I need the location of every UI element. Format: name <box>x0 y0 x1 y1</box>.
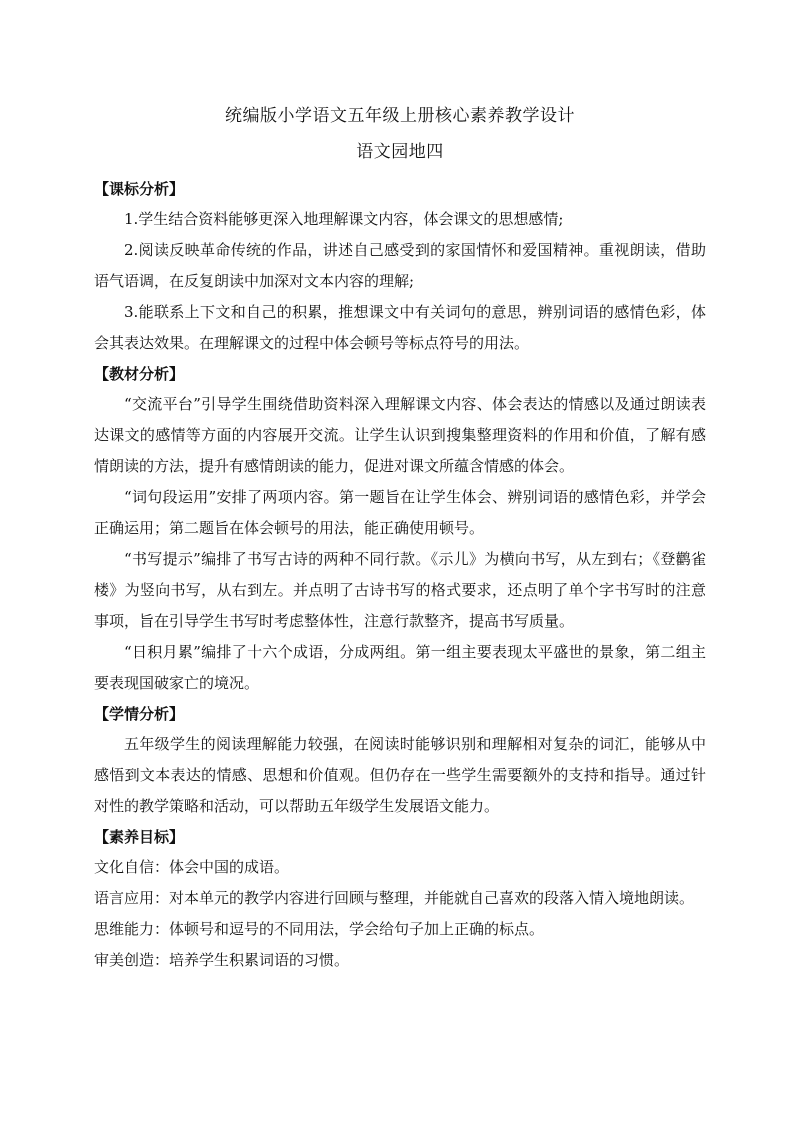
section-heading: 【课标分析】 <box>94 180 185 198</box>
goal-item: 文化自信：体会中国的成语。 <box>94 858 290 876</box>
document-title: 统编版小学语文五年级上册核心素养教学设计 <box>225 106 575 126</box>
goal-item: 思维能力：体顿号和逗号的不同用法，学会给句子加上正确的标点。 <box>94 920 545 938</box>
section-heading: 【素养目标】 <box>94 828 185 846</box>
section-literacy-goals <box>94 822 706 976</box>
goal-item: 审美创造：培养学生积累词语的习惯。 <box>94 951 350 969</box>
paragraph: “日积月累”编排了十六个成语，分成两组。第一组主要表现太平盛世的景象，第二组主要表现国破家亡的境况。 <box>94 643 706 692</box>
section-learner-analysis <box>94 699 706 822</box>
paragraph: 3.能联系上下文和自己的积累，推想课文中有关词句的意思，辨别词语的感情色彩，体会其表达效果。在理解课文的过程中体会顿号等标点符号的用法。 <box>94 303 706 352</box>
paragraph: “交流平台”引导学生围绕借助资料深入理解课文内容、体会表达的情感以及通过朗读表达课文的感情等方面的内容展开交流。让学生认识到搜集整理资料的作用和价值，了解有感情朗读的方法，提升有感情朗读的能力，促进对课文所蕴含情感的体会。 <box>94 395 706 475</box>
section-heading: 【教材分析】 <box>94 365 185 383</box>
section-textbook-analysis <box>94 359 706 699</box>
document-subtitle: 语文园地四 <box>356 142 444 162</box>
paragraph: 五年级学生的阅读理解能力较强，在阅读时能够识别和理解相对复杂的词汇，能够从中感悟到文本表达的情感、思想和价值观。但仍存在一些学生需要额外的支持和指导。通过针对性的教学策略和活动，可以帮助五年级学生发展语文能力。 <box>94 735 706 815</box>
paragraph: 2.阅读反映革命传统的作品，讲述自己感受到的家国情怀和爱国精神。重视朗读，借助语气语调，在反复朗读中加深对文本内容的理解; <box>94 241 706 290</box>
section-curriculum-analysis <box>94 174 706 359</box>
section-heading: 【学情分析】 <box>94 705 185 723</box>
goal-item: 语言应用：对本单元的教学内容进行回顾与整理，并能就自己喜欢的段落入情入境地朗读。 <box>94 889 695 907</box>
paragraph: 1.学生结合资料能够更深入地理解课文内容，体会课文的思想感情; <box>124 210 564 228</box>
paragraph: “词句段运用”安排了两项内容。第一题旨在让学生体会、辨别词语的感情色彩，并学会正确运用；第二题旨在体会顿号的用法，能正确使用顿号。 <box>94 488 706 537</box>
document-body <box>94 104 706 976</box>
paragraph: “书写提示”编排了书写古诗的两种不同行款。《示儿》为横向书写，从左到右；《登鹳雀楼》为竖向书写，从右到左。并点明了古诗书写的格式要求，还点明了单个字书写时的注意事项，旨在引导学生书写时考虑整体性，注意行款整齐，提高书写质量。 <box>94 550 706 630</box>
